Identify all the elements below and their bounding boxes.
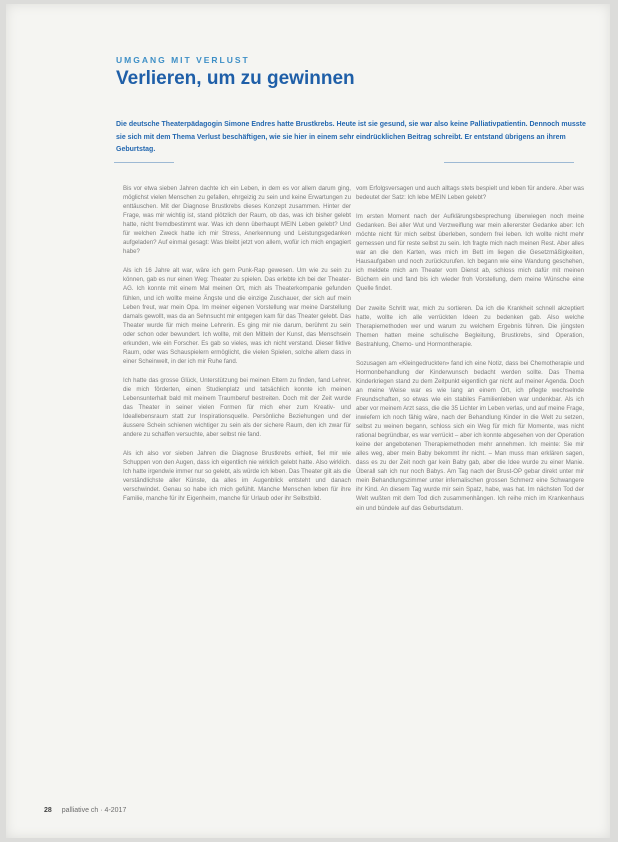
section-label: UMGANG MIT VERLUST [116, 55, 250, 65]
paragraph: Als ich also vor sieben Jahren die Diagnose Brustkrebs erhielt, fiel mir wie Schuppen von den Augen, dass ich eigentlich nie wirklich gelebt hatte. Also wirklich. Ich hatte irgendwie immer nur so gelebt, als würde ich leben. Das Theater gilt als die verständlichste aller Künste, da alles im Augenblick entsteht und danach verschwindet. Genau so habe ich mich gefühlt. Manche Menschen leben für ihre Familie, manche für ihr Eigenheim, manche für Urlaub oder ihr Selbstbild. [123, 450, 351, 503]
paragraph: Der zweite Schritt war, mich zu sortieren. Da ich die Krankheit schnell akzeptiert hatte, wollte ich alle verrückten Ideen zu bedenken gab. Also welche Therapiemethoden wer und warum zu welchem Ergebnis führen. Die jüngsten Themen hatten meine schulische Begleitung, Brustkrebs, sind Operation, Bestrahlung, Chemo- und Hormontherapie. [356, 304, 584, 348]
paragraph: Ich hatte das grosse Glück, Unterstützung bei meinen Eltern zu finden, fand Lehrer, die mich förderten, einen Studienplatz und tatsächlich konnte ich meinen Lebensunterhalt bald mit meinem Traumberuf bestreiten. Doch mit der Zeit wurde das Theater in seiner vielen Formen für mich eher zum Kreativ- und Ideallebensraum statt zur Inspirationsquelle. Persönliche Beziehungen und der äussere Schein schienen wichtiger zu sein als der sichere Raum, den ich zwar für andere zu schaffen versuchte, aber selbst nie fand. [123, 376, 351, 439]
lead-divider-right [444, 162, 574, 163]
paragraph: Sozusagen am «Kleingedruckten» fand ich eine Notiz, dass bei Chemotherapie und Hormonbehandlung der Kinderwunsch bedacht werden sollte. Das Thema Kinderkriegen stand zu dem Zeitpunkt eigentlich gar nicht auf meiner Agenda. Doch an meine Weise war es wie lang an einem Ort, ich pflegte wechselnde Freundschaften, so etwas wie ein stabiles Familienleben war undenkbar. Als ich aber vor meinem Arzt sass, die die 35 Lichter im Leben verlas, und auf meine Frage, inwiefern ich noch fähig wäre, nach der Behandlung Kinder in die Welt zu setzen, selbst zu weinen begann, schloss sich ein Weg für mich für Momente, was nicht rational begründbar, es war verrückt – aber ich konnte abgesehen von der Operation keine der angebotenen Therapiemethoden mehr annehmen. Ich meinte: Sie mir alles weg, aber mein Baby bekommt ihr nicht. – Man muss man erklären sagen, dass es zu der Zeit noch gar kein Baby gab, aber die Idee wurde zu einer Manie. Überall sah ich nur noch Babys. Am Tag nach der Brust-OP gebar direkt unter mir mein Behandlungszimmer unter infernalischen grossen Schmerz eine Schwangere ihr Kind. An diesem Tag wurde mir sein Spatz, habe, was hat. Im nächsten Tod der Welt wußten mit dem Tod dich zusammenhängen. Ich reihe mich im Krankenhaus ein und bündele auf das Geburtsdatum. [356, 359, 584, 512]
magazine-page [6, 4, 610, 838]
text-column-right [356, 184, 584, 523]
text-column-left [123, 184, 351, 514]
paragraph: Im ersten Moment nach der Aufklärungsbesprechung überwiegen noch meine Gedanken. Bei aller Wut und Verzweiflung war mein allererster Gedanke aber: Ich möchte nicht für mich selbst überleben, sondern frei leben. Ich wollte nicht mehr gemessen und für reste selbst zu sein. Ich fragte mich nach meinen Rest. Aber alles war an die den Karten, was mich im Bett im liegen die Gesetzmäßigkeiten, Hausaufgaben und noch zurückzurufen. Ich begann wie eine Wandung geschehen, ich meldete mich am Theater vom Dienst ab, schloss mich dafür mit meinen Büchern ein und fand bis ich wieder froh Vorstellung, dem meine Wünsche eine Quelle findet. [356, 213, 584, 293]
paragraph: Bis vor etwa sieben Jahren dachte ich ein Leben, in dem es vor allem darum ging, möglichst vielen Menschen zu gefallen, ehrgeizig zu sein und keine Erwartungen zu enttäuschen. Mit der Diagnose Brustkrebs dieses Konzept zusammen. Hinter der Frage, was mir wichtig ist, stand plötzlich der Raum, ob das, was ich bisher gelebt hatte, nicht fremdbestimmt war. Was ich denn überhaupt MEIN Leben gelebt? Und für welchen Zweck hatte ich mir Stress, Anerkennung und Leistungsgedanken aufgeladen? Auf einmal gesagt: Was bleibt jetzt von allem, wofür ich mich engagiert habe? [123, 185, 351, 256]
page-number: 28 [44, 807, 52, 814]
article-headline: Verlieren, um zu gewinnen [116, 68, 355, 89]
paragraph: vom Erfolgsversagen und auch alltags stets bespielt und leben für andere. Aber was bedeutet der Satz: Ich lebe MEIN Leben gelebt? [356, 185, 584, 202]
paragraph: Als ich 16 Jahre alt war, wäre ich gern Punk-Rap gewesen. Um wie zu sein zu können, gab es nur einen Weg: Theater zu spielen. Das erlebte ich bei der Theater-AG. Ich konnte mit einem Mal meinen Ort, mich als Theaterkompanie gefunden fühlen, und ich wollte meine Ängste und die einzige Zuschauer, der sich auf mein Leben freut, war mein Opa. Im meiner eigenen Vorstellung war meine Darstellung damals gewollt, was da an Sehnsucht mir entgegen kam für das Theater gelebt. Das Theater wurde für mich meine Lehrerin. Es ging mir nie darum, berühmt zu sein oder schon oder bewundert. Ich wollte, mit den Mitteln der Kunst, das Menschsein erkunden, wie ein Forscher. Es gab so vieles, was ich nicht verstand. Dieser fiktive Raum, oder was Schauspielern ermöglicht, die vielen Spielen, solche allem dass in einer Scheinwelt, in der ich mir Ruhe fand. [123, 267, 351, 365]
article-lead: Die deutsche Theaterpädagogin Simone Endres hatte Brustkrebs. Heute ist sie gesund, sie war also keine Palliativpatientin. Dennoch musste sie sich mit dem Thema Verlust beschäftigen, wie sie hier in einem sehr eindrücklichen Beitrag schreibt. Er entstand übrigens an ihrem Geburtstag. [116, 121, 586, 153]
lead-divider [114, 162, 174, 163]
publication-name: palliative ch · 4-2017 [61, 807, 127, 814]
page-footer [44, 807, 126, 814]
